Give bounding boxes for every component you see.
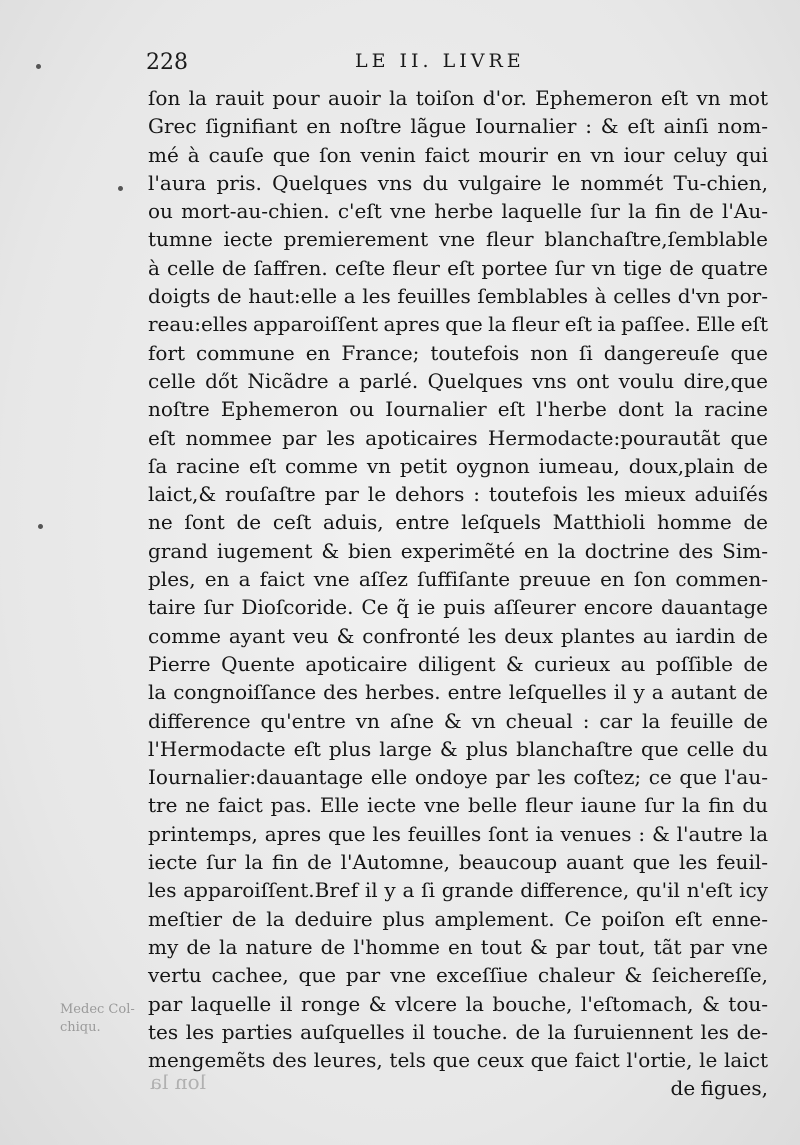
text-line: Grec ſignifiant en noſtre lãgue Iournalier : & eſt ainſi nom- [148, 114, 768, 139]
text-line: les apparoiſſent.Bref il y a ſi grande difference, qu'il n'eſt icy [148, 878, 768, 903]
text-line: eſt nommee par les apoticaires Hermodacte:pourautãt que [148, 425, 768, 450]
text-line: doigts de haut:elle a les feuilles ſemblables à celles d'vn por- [148, 284, 768, 309]
text-line: reau:elles apparoiſſent apres que la fleur eſt ia paſſee. Elle eſt [148, 312, 768, 337]
text-line: ples, en a faict vne aſſez ſuffiſante preuue en ſon commen- [148, 567, 768, 592]
text-line: my de la nature de l'homme en tout & par tout, tãt par vne [148, 934, 768, 959]
ink-speck [118, 186, 123, 191]
text-line: Pierre Quente apoticaire diligent & curieux au poſſible de [148, 651, 768, 676]
text-line: mengemẽts des leures, tels que ceux que faict l'ortie, le laict [148, 1048, 768, 1073]
ink-speck [38, 524, 43, 529]
text-line: à celle de ſaffren. ceſte fleur eſt portee ſur vn tige de quatre [148, 255, 768, 280]
text-line: Iournalier:dauantage elle ondoye par les coſtez; ce que l'au- [148, 765, 768, 790]
text-line: comme ayant veu & confronté les deux plantes au iardin de [148, 623, 768, 648]
text-line: grand iugement & bien experimẽté en la doctrine des Sim- [148, 538, 768, 563]
text-line: laict,& rouſaſtre par le dehors : toutefois les mieux aduiſés [148, 482, 768, 507]
text-line: par laquelle il ronge & vlcere la bouche, l'eſtomach, & tou- [148, 991, 768, 1016]
text-line: celle dőt Nicãdre a parlé. Quelques vns ont voulu dire,que [148, 368, 768, 393]
bleed-through-text: lon la [150, 1070, 206, 1094]
body-text [148, 84, 768, 1103]
margin-show-through: chiqu. [60, 1020, 101, 1035]
text-line: noſtre Ephemeron ou Iournalier eſt l'herbe dont la racine [148, 397, 768, 422]
text-line: l'aura pris. Quelques vns du vulgaire le nommét Tu-chien, [148, 170, 768, 195]
margin-show-through: Medec Col- [60, 1002, 135, 1017]
text-line: taire ſur Dioſcoride. Ce q̃ ie puis aſſeurer encore dauantage [148, 595, 768, 620]
text-line: difference qu'entre vn aſne & vn cheual : car la feuille de [148, 708, 768, 733]
text-line-catchword: de figues, [670, 1076, 768, 1101]
text-line: ſa racine eſt comme vn petit oygnon iumeau, doux,plain de [148, 453, 768, 478]
text-line: la congnoiſſance des herbes. entre leſquelles il y a autant de [148, 680, 768, 705]
text-line: iecte ſur la fin de l'Automne, beaucoup auant que les feuil- [148, 850, 768, 875]
text-line: tre ne faict pas. Elle iecte vne belle fleur iaune ſur la fin du [148, 793, 768, 818]
text-line: printemps, apres que les feuilles ſont ia venues : & l'autre la [148, 821, 768, 846]
text-line: mé à cauſe que ſon venin faict mourir en vn iour celuy qui [148, 142, 768, 167]
ink-speck [36, 64, 41, 69]
text-line: tumne iecte premierement vne fleur blanchaſtre,ſemblable [148, 227, 768, 252]
text-line: meſtier de la deduire plus amplement. Ce poiſon eſt enne- [148, 906, 768, 931]
text-line: vertu cachee, que par vne exceſſiue chaleur & ſeichereſſe, [148, 963, 768, 988]
text-line: ne ſont de ceſt aduis, entre leſquels Matthioli homme de [148, 510, 768, 535]
text-line: ſon la rauit pour auoir la toiſon d'or. Ephemeron eſt vn mot [148, 86, 768, 110]
text-line: l'Hermodacte eſt plus large & plus blanchaſtre que celle du [148, 736, 768, 761]
text-line: ou mort-au-chien. c'eſt vne herbe laquelle ſur la fin de l'Au- [148, 199, 768, 224]
text-line: tes les parties auſquelles il touche. de la ſuruiennent les de- [148, 1019, 768, 1044]
page-number: 228 [146, 50, 188, 75]
text-line: fort commune en France; toutefois non ſi dangereuſe que [148, 340, 768, 365]
running-title: LE II. LIVRE [355, 50, 525, 72]
